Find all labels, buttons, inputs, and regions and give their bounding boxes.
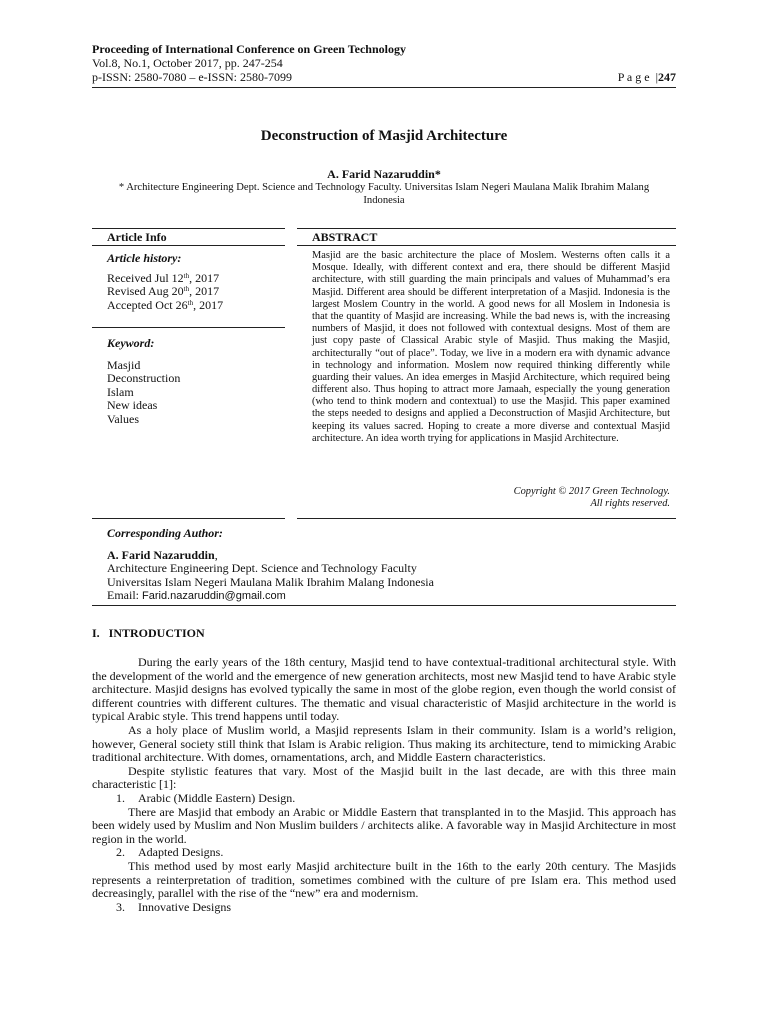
- keyword-item: Islam: [107, 384, 134, 399]
- abstract-bottom-rule-right: [297, 518, 676, 519]
- copyright-notice: Copyright © 2017 Green Technology. All rights reserved.: [513, 486, 670, 510]
- page-label: P a g e |: [617, 70, 658, 84]
- abstract-text: Masjid are the basic architecture the place of Moslem. Westerns often calls it a Mosque. Ideally, with different context and era, there should be different Masjid architecture, with still guarding the main principals and values of Muhammad’s era Masjid. Different area should be different interpretation of a Masjid. Indonesia is the largest Moslem Country in the world. A good news for all Moslem in Indonesia is that the quantity of Masjid are increasing. While the bad news is, with the increasing numbers of Masjid, it does not followed with contextual designs. Most of them are just copy paste of Classical Arabic style of Masjid. Thus making the Masjid, architecturally “out of place”. Today, we live in a modern era with dynamic advance in technology and information. Moslem now required thinking differently while guarding their values. An idea emerges in Masjid Architecture, which required being different also. Thus hoping to attract more Jamaah, especially the young generation (who tend to think modern and contextual) to use the Masjid. This paper examined the steps needed to designs and applied a Deconstruction of Masjid Architecture, but keeping its values sacred. Hoping to create a more diverse and contextual Masjid architecture. An idea worth trying for applications in Masjid Architecture.: [312, 250, 670, 444]
- paper-title: Deconstruction of Masjid Architecture: [260, 128, 508, 144]
- article-history: [107, 252, 282, 312]
- intro-paragraph-4: There are Masjid that embody an Arabic or Middle Eastern that transplanted in to the Masjid. This approach has been widely used by Muslim and Non Muslim builders / architects alike. A favorable way in Masjid Architecture in most region in the world.: [92, 804, 676, 846]
- corresponding-name-line: A. Farid Nazaruddin,: [107, 547, 218, 562]
- keyword-item: New ideas: [107, 398, 158, 413]
- intro-paragraph-5: This method used by most early Masjid architecture built in the 16th to the early 20th century. The Masjids represents a reinterpretation of tradition, sometimes combined with the culture of pre Islam era. This method used decreasingly, parallel with the rise of the “new” era and modernism.: [92, 858, 676, 901]
- revised-date: Revised Aug 20th, 2017: [107, 284, 220, 299]
- keyword-label: Keyword:: [107, 336, 155, 350]
- introduction-heading: I. INTRODUCTION: [92, 626, 205, 640]
- corresponding-dept: Architecture Engineering Dept. Science and Technology Faculty: [107, 561, 417, 576]
- abstract-head-rule: [297, 245, 676, 246]
- page-number-block: [618, 71, 676, 85]
- journal-name: Proceeding of International Conference on Green Technology: [92, 42, 406, 56]
- accepted-date: Accepted Oct 26th, 2017: [107, 297, 224, 312]
- intro-paragraph-2: As a holy place of Muslim world, a Masjid represents Islam in their community. Islam is a world’s religion, however, General society still think that Islam is Arabic religion. Thus making its architecture, tend to mimicking Arabic traditional architecture. With domes, ornamentations, arch, and Middle Eastern characteristics.: [92, 722, 676, 765]
- keyword-item: Values: [107, 411, 139, 426]
- corresponding-bottom-rule: [92, 605, 676, 606]
- keyword-rule: [92, 327, 285, 328]
- journal-issn: p-ISSN: 2580-7080 – e-ISSN: 2580-7099: [92, 70, 292, 84]
- abstract-top-rule: [297, 228, 676, 229]
- list-item: 1. Arabic (Middle Eastern) Design.: [116, 790, 296, 805]
- email-address: Farid.nazaruddin@gmail.com: [142, 590, 286, 603]
- keyword-item: Masjid: [107, 357, 141, 372]
- keyword-item: Deconstruction: [107, 371, 181, 386]
- abstract-bottom-rule-left: [92, 518, 285, 519]
- article-info-head-rule: [92, 245, 285, 246]
- author-affiliation: * Architecture Engineering Dept. Science and Technology Faculty. Universitas Islam Negeri Maulana Malik Ibrahim Malang Indonesia: [118, 182, 650, 206]
- intro-paragraph-1: During the early years of the 18th century, Masjid tend to have contextual-traditional architectural style. With the development of the world and the emergence of new generation architects, most new Masjid tend to have Arabic style architecture. Masjid designs has evolved typically the same in most of the globe region, even though the world consist of different countries with different cultures. The thematic and visual characteristic of Masjid architecture in the world is typical Arabic style. This trend happens until today.: [92, 655, 676, 724]
- corresponding-label: Corresponding Author:: [107, 526, 223, 540]
- article-info-top-rule: [92, 228, 285, 229]
- article-info-heading: Article Info: [107, 230, 167, 244]
- list-item: 2. Adapted Designs.: [116, 845, 224, 860]
- corresponding-univ: Universitas Islam Negeri Maulana Malik Ibrahim Malang Indonesia: [107, 574, 434, 589]
- page-number: 247: [658, 70, 676, 84]
- article-history-label: Article history:: [107, 251, 182, 265]
- keyword-block: [107, 337, 282, 427]
- list-item: 3. Innovative Designs: [116, 899, 231, 914]
- introduction-body: [92, 656, 676, 914]
- abstract-heading: ABSTRACT: [312, 230, 378, 244]
- intro-paragraph-3: Despite stylistic features that vary. Most of the Masjid built in the last decade, are with this three main characteristic [1]:: [92, 763, 676, 792]
- paper-author: A. Farid Nazaruddin*: [327, 167, 441, 181]
- header-rule: [92, 87, 676, 88]
- corresponding-email-line: Email: Farid.nazaruddin@gmail.com: [107, 588, 286, 603]
- corresponding-author: [107, 527, 667, 604]
- received-date: Received Jul 12th, 2017: [107, 270, 220, 285]
- journal-volume: Vol.8, No.1, October 2017, pp. 247-254: [92, 56, 283, 70]
